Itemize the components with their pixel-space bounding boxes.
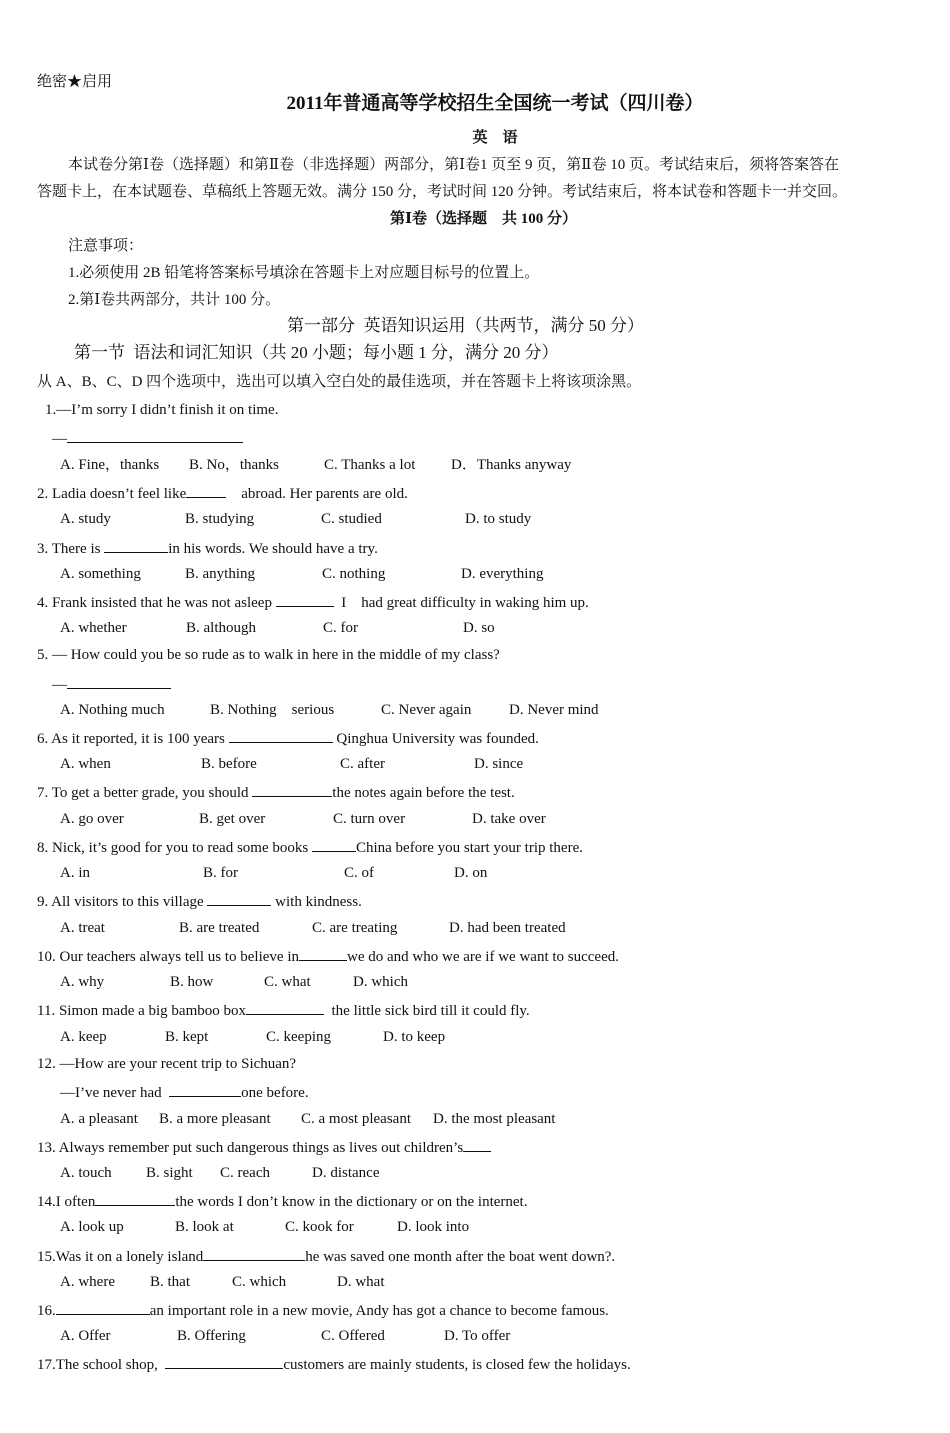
option: B. sight: [146, 1165, 193, 1181]
option: B. for: [203, 865, 238, 881]
question-9: 9. All visitors to this village with kindness.: [37, 891, 362, 911]
option: A. study: [60, 511, 111, 527]
option: B. anything: [185, 566, 255, 582]
answer-blank: [299, 946, 347, 961]
question-7: 7. To get a better grade, you should the notes again before the test.: [37, 782, 515, 802]
option: C. keeping: [266, 1029, 331, 1045]
option: D. what: [337, 1274, 385, 1290]
option: C. Offered: [321, 1328, 385, 1344]
answer-blank: [203, 1246, 305, 1261]
part-title: 第一部分 英语知识运用（共两节，满分 50 分）: [287, 316, 644, 335]
answer-blank: [276, 592, 334, 607]
question-6: 6. As it reported, it is 100 years Qinghua University was founded.: [37, 728, 539, 748]
answer-blank: [186, 483, 226, 498]
option: B. Offering: [177, 1328, 246, 1344]
intro-line-1: 本试卷分第Ⅰ卷（选择题）和第Ⅱ卷（非选择题）两部分，第Ⅰ卷1 页至 9 页，第Ⅱ卷 10 页。考试结束后，须将答案答在: [68, 157, 839, 173]
answer-blank: [56, 1300, 150, 1315]
option: B. No，thanks: [189, 457, 280, 473]
option: B. before: [201, 756, 257, 772]
answer-blank: [67, 428, 243, 443]
answer-blank: [229, 728, 333, 743]
option: A. why: [60, 974, 105, 990]
question-13: 13. Always remember put such dangerous things as lives out children’s: [37, 1137, 491, 1157]
answer-blank: [312, 837, 356, 852]
option: A. when: [60, 756, 111, 772]
option: D. had been treated: [449, 920, 566, 936]
option: D. look into: [397, 1219, 470, 1235]
question-3: 3. There is in his words. We should have a try.: [37, 538, 378, 558]
option: C. for: [323, 620, 358, 636]
option: A. go over: [60, 811, 124, 827]
option: C. are treating: [312, 920, 398, 936]
option: B. look at: [175, 1219, 234, 1235]
option: C. Never again: [381, 702, 472, 718]
answer-blank: [246, 1000, 324, 1015]
question-12: 12. —How are your recent trip to Sichuan?: [37, 1056, 297, 1072]
option: B. a more pleasant: [159, 1111, 271, 1127]
question-5: 5. — How could you be so rude as to walk in here in the middle of my class?: [37, 647, 500, 663]
option: D. Never mind: [509, 702, 599, 718]
option: D. which: [353, 974, 408, 990]
instruction: 从 A、B、C、D 四个选项中，选出可以填入空白处的最佳选项，并在答题卡上将该项涂黑。: [37, 374, 642, 390]
option: A. whether: [60, 620, 127, 636]
answer-blank: [207, 891, 271, 906]
option: C. reach: [220, 1165, 270, 1181]
subject-label: 英 语: [472, 130, 518, 146]
option: C. of: [344, 865, 374, 881]
option: C. kook for: [285, 1219, 354, 1235]
option: B. Nothing serious: [210, 702, 335, 718]
option: D. the most pleasant: [433, 1111, 556, 1127]
section-title: 第一节 语法和词汇知识（共 20 小题；每小题 1 分，满分 20 分）: [74, 343, 559, 362]
answer-blank: [104, 538, 168, 553]
question-16: 16. an important role in a new movie, Andy has got a chance to become famous.: [37, 1300, 609, 1320]
question-4: 4. Frank insisted that he was not asleep I had great difficulty in waking him up.: [37, 592, 589, 612]
question-15: 15.Was it on a lonely island he was saved one month after the boat went down?.: [37, 1246, 615, 1266]
option: B. studying: [185, 511, 255, 527]
option: B. how: [170, 974, 214, 990]
option: A. a pleasant: [60, 1111, 138, 1127]
option: D. to study: [465, 511, 532, 527]
answer-blank: [169, 1082, 241, 1097]
option: C. which: [232, 1274, 287, 1290]
option: C. Thanks a lot: [324, 457, 416, 473]
option: A. look up: [60, 1219, 124, 1235]
option: A. Offer: [60, 1328, 111, 1344]
option: B. get over: [199, 811, 266, 827]
question-2: 2. Ladia doesn’t feel like abroad. Her parents are old.: [37, 483, 408, 503]
answer-blank: [165, 1354, 283, 1369]
question-10: 10. Our teachers always tell us to believe in we do and who we are if we want to succeed.: [37, 946, 619, 966]
answer-blank: [463, 1137, 491, 1152]
option: A. in: [60, 865, 90, 881]
option: D. To offer: [444, 1328, 511, 1344]
note-2: 2.第Ⅰ卷共两部分，共计 100 分。: [68, 292, 281, 308]
option: D. so: [463, 620, 495, 636]
option: A. something: [60, 566, 141, 582]
question-1: 1.—I’m sorry I didn’t finish it on time.: [45, 402, 279, 418]
option: C. studied: [321, 511, 382, 527]
option: C. what: [264, 974, 311, 990]
secret-label: 绝密★启用: [37, 74, 113, 90]
answer-blank: [95, 1191, 175, 1206]
note-1: 1.必须使用 2B 铅笔将答案标号填涂在答题卡上对应题目标号的位置上。: [68, 265, 540, 281]
option: D. distance: [312, 1165, 380, 1181]
volume-heading: 第Ⅰ卷（选择题 共 100 分）: [390, 211, 578, 227]
option: D. on: [454, 865, 488, 881]
option: D．Thanks anyway: [451, 457, 572, 473]
option: A. Nothing much: [60, 702, 165, 718]
option: A. where: [60, 1274, 115, 1290]
option: B. are treated: [179, 920, 260, 936]
question-11: 11. Simon made a big bamboo box the little sick bird till it could fly.: [37, 1000, 530, 1020]
answer-blank: [252, 782, 332, 797]
option: C. nothing: [322, 566, 386, 582]
question-14: 14.I often the words I don’t know in the dictionary or on the internet.: [37, 1191, 527, 1211]
option: D. take over: [472, 811, 546, 827]
question-8: 8. Nick, it’s good for you to read some books China before you start your trip there.: [37, 837, 583, 857]
option: C. a most pleasant: [301, 1111, 411, 1127]
question-1-reply: —: [52, 428, 243, 448]
exam-title: 2011年普通高等学校招生全国统一考试（四川卷）: [286, 93, 704, 114]
question-12-reply: —I’ve never had one before.: [60, 1082, 309, 1102]
option: D. to keep: [383, 1029, 446, 1045]
option: D. everything: [461, 566, 544, 582]
option: B. although: [186, 620, 256, 636]
option: A. keep: [60, 1029, 107, 1045]
option: C. after: [340, 756, 385, 772]
option: D. since: [474, 756, 524, 772]
option: C. turn over: [333, 811, 406, 827]
answer-blank: [67, 674, 171, 689]
intro-line-2: 答题卡上，在本试题卷、草稿纸上答题无效。满分 150 分，考试时间 120 分钟。考试结束后，将本试卷和答题卡一并交回。: [37, 184, 848, 200]
option: B. that: [150, 1274, 190, 1290]
option: A. touch: [60, 1165, 112, 1181]
option: B. kept: [165, 1029, 209, 1045]
notes-title: 注意事项：: [68, 238, 144, 254]
question-5-reply: —: [52, 674, 171, 694]
option: A. Fine，thanks: [60, 457, 160, 473]
question-17: 17.The school shop, customers are mainly students, is closed few the holidays.: [37, 1354, 631, 1374]
option: A. treat: [60, 920, 105, 936]
